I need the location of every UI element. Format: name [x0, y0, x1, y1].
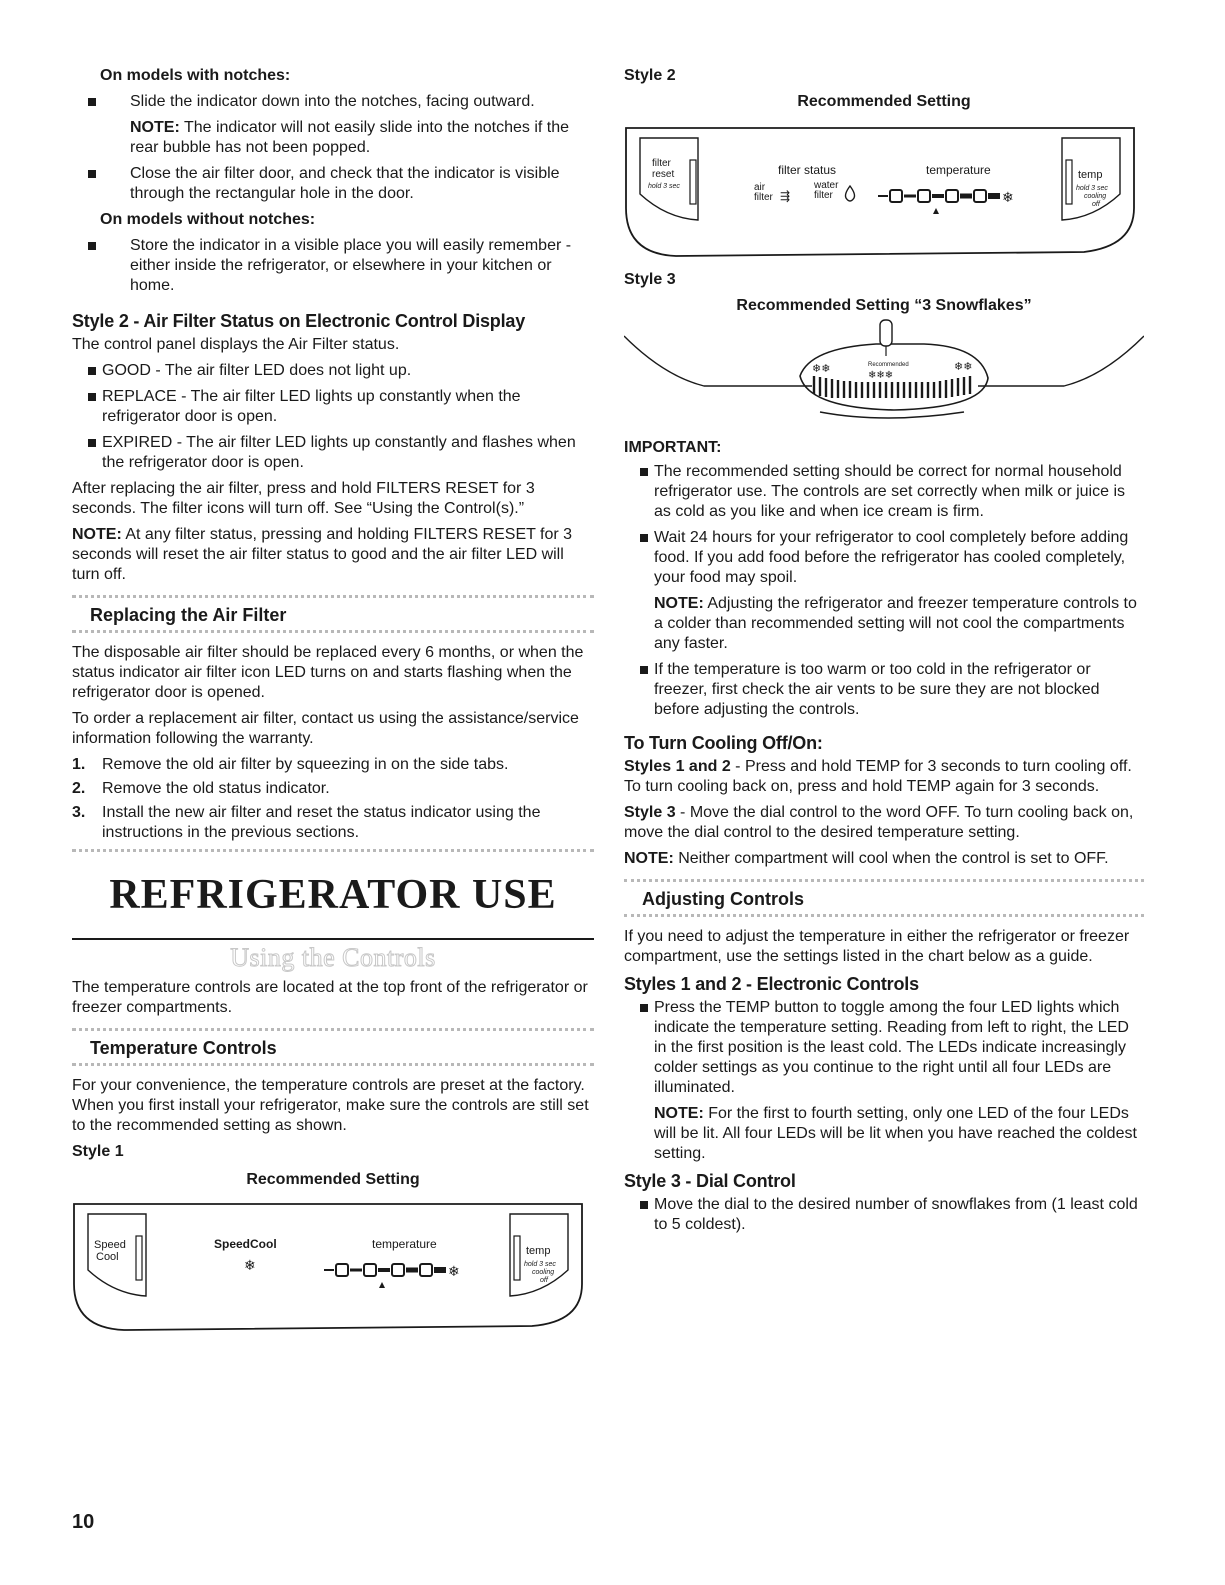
section-rule	[72, 938, 594, 940]
speedcool-button-label-1: Speed	[94, 1239, 126, 1251]
important-bullet-2: Wait 24 hours for your refrigerator to cool completely before adding food. If you add food before the refrigerator has cooled completely, your food may spoil.	[624, 528, 1144, 588]
important-bullet-3: If the temperature is too warm or too cold in the refrigerator or freezer, first check the air vents to be sure they are not blocked before adjusting the controls.	[624, 660, 1144, 720]
using-paragraph: The temperature controls are located at the top front of the refrigerator or freezer compartments.	[72, 979, 588, 1016]
snowflake-icon: ❄	[1002, 189, 1014, 205]
replacing-paragraph-1: The disposable air filter should be replaced every 6 months, or when the status indicator air filter icon LED turns on and starts flashing when the refrigerator door is opened.	[72, 644, 584, 701]
dial-knob[interactable]	[880, 320, 892, 346]
turn-cooling-note: NOTE: Neither compartment will cool when the control is set to OFF.	[624, 850, 1109, 867]
replacing-paragraph-2: To order a replacement air filter, contact us using the assistance/service information following the warranty.	[72, 710, 579, 747]
setting-marker-icon	[933, 208, 939, 214]
divider	[624, 914, 1144, 917]
temp-button-label: temp	[1078, 169, 1103, 181]
adjusting-paragraph: If you need to adjust the temperature in either the refrigerator or freezer compartment, use the settings listed in the chart below as a guide.	[624, 928, 1130, 965]
temperature-controls-heading: Temperature Controls	[90, 1038, 277, 1058]
temp-off-label: off	[1092, 201, 1100, 208]
filter-status-label: filter status	[778, 163, 837, 177]
expired-bullet: EXPIRED - The air filter LED lights up constantly and flashes when the refrigerator door is open.	[72, 433, 594, 473]
filter-reset-label-2: reset	[652, 169, 675, 180]
styles12-electronic-heading: Styles 1 and 2 - Electronic Controls	[624, 974, 919, 994]
speedcool-label: SpeedCool	[214, 1237, 277, 1251]
temperature-leds	[324, 1263, 460, 1288]
temp-cooling-label: cooling	[532, 1269, 555, 1276]
divider	[72, 849, 594, 852]
temperature-paragraph: For your convenience, the temperature controls are preset at the factory. When you first install your refrigerator, make sure the controls are still set to the recommended setting as shown.	[72, 1077, 589, 1134]
notch-bullet-1: Slide the indicator down into the notches, facing outward.	[72, 92, 594, 112]
notch-bullet-2: Close the air filter door, and check that the indicator is visible through the rectangular hole in the door.	[72, 164, 594, 204]
style1-label: Style 1	[72, 1143, 124, 1160]
style2-label: Style 2	[624, 67, 676, 84]
style3-dial-heading: Style 3 - Dial Control	[624, 1171, 796, 1191]
snowflake-icon: ❄	[244, 1257, 256, 1273]
style3-bullet: Move the dial to the desired number of snowflakes from (1 least cold to 5 coldest).	[624, 1195, 1144, 1235]
divider	[72, 1063, 594, 1066]
water-label: water	[814, 180, 839, 191]
replacing-heading: Replacing the Air Filter	[90, 605, 287, 625]
important-note: NOTE: Adjusting the refrigerator and freezer temperature controls to a colder than recommended setting will not cool the compartments any faster.	[654, 595, 1137, 652]
temp-hold-label: hold 3 sec	[524, 1261, 556, 1268]
notch-heading: On models with notches:	[100, 67, 291, 84]
snowflake-icon: ❄	[448, 1263, 460, 1279]
filter-hold-label: hold 3 sec	[648, 183, 680, 190]
nonotch-bullet-1: Store the indicator in a visible place you will easily remember - either inside the refrigerator, or elsewhere in your kitchen or home.	[72, 236, 594, 296]
notch-note: NOTE: The indicator will not easily slide into the notches if the rear bubble has not been popped.	[130, 119, 570, 156]
using-controls-title: Using the Controls	[230, 943, 436, 972]
section-title: REFRIGERATOR USE	[109, 872, 557, 918]
style2-recommended: Recommended Setting	[797, 93, 971, 110]
step-1: 1. Remove the old air filter by squeezing in on the side tabs.	[72, 756, 509, 773]
style1-control-panel	[72, 1200, 584, 1336]
filter-reset-label-1: filter	[652, 158, 671, 169]
snowflake-icon: ❄❄	[812, 363, 831, 375]
dial-recommended-label: Recommended	[868, 362, 909, 368]
nonotch-heading: On models without notches:	[100, 211, 316, 228]
divider	[72, 630, 594, 633]
air-label: air	[754, 182, 766, 193]
turn-cooling-heading: To Turn Cooling Off/On:	[624, 733, 823, 753]
turn-cooling-style3: Style 3 - Move the dial control to the word OFF. To turn cooling back on, move the dial control to the desired temperature setting.	[624, 804, 1134, 841]
snowflake-icon: ❄❄	[954, 361, 973, 373]
water-filter-label: filter	[814, 190, 833, 201]
style2-control-panel	[624, 124, 1136, 264]
page-number: 10	[72, 1511, 95, 1533]
after-replace-text: After replacing the air filter, press and hold FILTERS RESET for 3 seconds. The filter icons will turn off. See “Using the Control(s).”	[72, 480, 535, 517]
styles12-bullet: Press the TEMP button to toggle among the four LED lights which indicate the temperature setting. Reading from left to right, the LED in the first position is the least cold. The LEDs indicate increasingly colder settings as you continue to the right until all four LEDs are illuminated.	[624, 998, 1144, 1098]
step-2: 2. Remove the old status indicator.	[72, 780, 330, 797]
styles12-note: NOTE: For the first to fourth setting, only one LED of the four LEDs will be lit. All four LEDs will be lit when you have reached the coldest setting.	[654, 1105, 1137, 1162]
air-filter-icon: ⇶	[780, 189, 791, 203]
setting-marker-icon	[379, 1282, 385, 1288]
turn-cooling-styles12: Styles 1 and 2 - Press and hold TEMP for 3 seconds to turn cooling off. To turn cooling back on, press and hold TEMP again for 3 seconds.	[624, 758, 1132, 795]
temp-cooling-label: cooling	[1084, 193, 1107, 200]
important-bullet-1: The recommended setting should be correct for normal household refrigerator use. The controls are set correctly when milk or juice is as cold as you like and when ice cream is firm.	[624, 462, 1144, 522]
style1-recommended: Recommended Setting	[246, 1171, 420, 1188]
right-column	[624, 66, 1144, 1241]
temperature-leds	[878, 189, 1014, 214]
style3-label: Style 3	[624, 271, 676, 288]
replace-bullet: REPLACE - The air filter LED lights up constantly when the refrigerator door is open.	[72, 387, 594, 427]
air-filter-label: filter	[754, 192, 773, 203]
style3-dial-control	[624, 316, 1144, 434]
temp-button-label: temp	[526, 1245, 551, 1257]
temp-hold-label: hold 3 sec	[1076, 185, 1108, 192]
speedcool-button-label-2: Cool	[96, 1251, 119, 1263]
important-heading: IMPORTANT:	[624, 439, 722, 456]
temperature-label: temperature	[926, 163, 991, 177]
step-3: 3. Install the new air filter and reset the status indicator using the instructions in the previous sections.	[72, 804, 541, 841]
style2-heading: Style 2 - Air Filter Status on Electronic Control Display	[72, 311, 526, 331]
snowflake-icon: ❄❄❄	[868, 370, 894, 381]
adjusting-controls-heading: Adjusting Controls	[642, 889, 804, 909]
style2-intro: The control panel displays the Air Filter status.	[72, 336, 400, 353]
temp-off-label: off	[540, 1277, 548, 1284]
good-bullet: GOOD - The air filter LED does not light up.	[72, 361, 594, 381]
water-drop-icon	[846, 186, 855, 201]
filter-note: NOTE: At any filter status, pressing and holding FILTERS RESET for 3 seconds will reset the air filter status to good and the air filter LED will turn off.	[72, 526, 573, 583]
style3-recommended: Recommended Setting “3 Snowflakes”	[736, 297, 1032, 314]
temperature-label: temperature	[372, 1237, 437, 1251]
left-column	[72, 66, 594, 1336]
